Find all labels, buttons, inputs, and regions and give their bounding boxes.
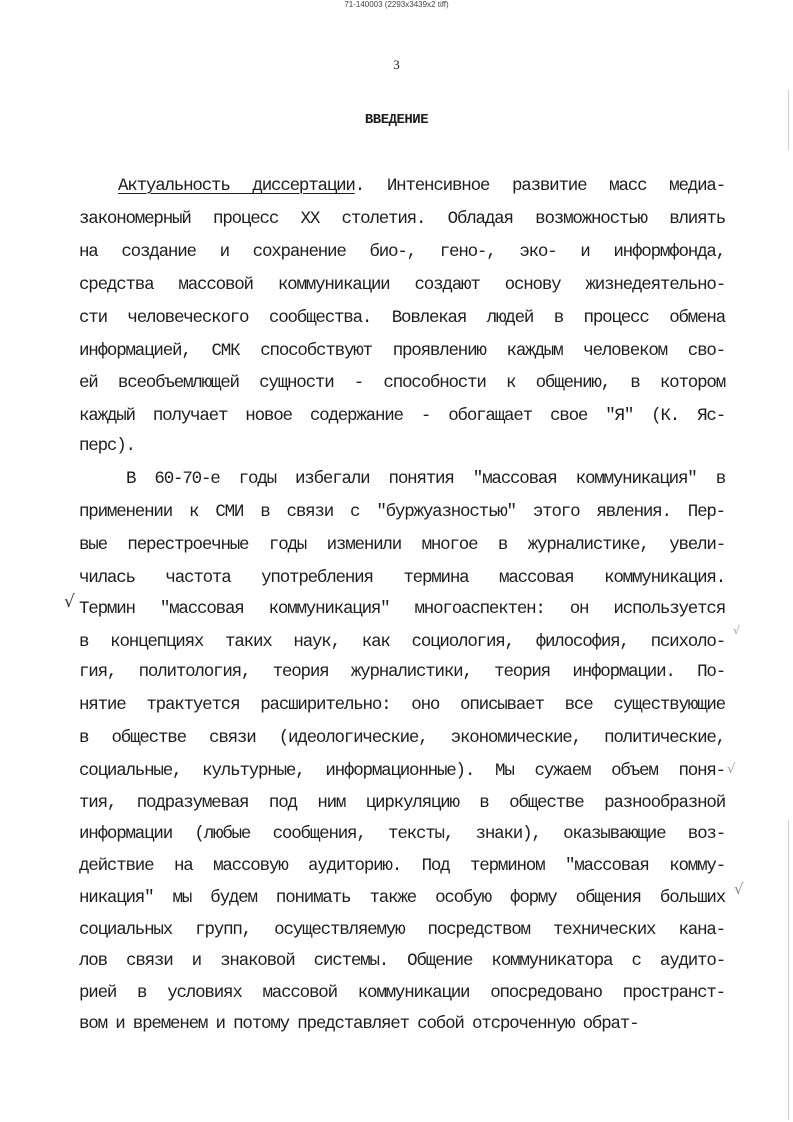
text-line: вом и временем и потому представляет собой отсроченную обрат- bbox=[79, 1014, 639, 1034]
text-line: рией в условиях массовой коммуникации опосредовано пространст- bbox=[79, 983, 725, 1003]
text-line: лов связи и знаковой системы. Общение коммуникатора с аудито- bbox=[79, 951, 725, 971]
text-line: тия, подразумевая под ним циркуляцию в обществе разнообразной bbox=[79, 793, 725, 813]
text-line: перс). bbox=[79, 436, 135, 456]
text-line: каждый получает новое содержание - обогащает свое "Я" (К. Яс- bbox=[79, 406, 725, 426]
check-mark-icon: √ bbox=[64, 592, 75, 612]
text-line: закономерный процесс XX столетия. Обладая возможностью влиять bbox=[79, 209, 725, 229]
text-line: применении к СМИ в связи с "буржуазностью" этого явления. Пер- bbox=[79, 502, 725, 522]
underlined-phrase: Актуальность диссертации bbox=[118, 176, 355, 196]
check-mark-icon: √ bbox=[734, 880, 744, 898]
text-fragment: . Интенсивное развитие масс медиа- bbox=[354, 176, 725, 196]
text-line: сти человеческого сообщества. Вовлекая людей в процесс обмена bbox=[79, 308, 725, 328]
text-line: нятие трактуется расширительно: оно описывает все существующие bbox=[79, 695, 725, 715]
text-line bbox=[118, 175, 725, 197]
text-line: социальных групп, осуществляемую посредством технических кана- bbox=[79, 920, 725, 940]
text-line: в концепциях таких наук, как социология, философия, психоло- bbox=[79, 632, 725, 652]
text-line: гия, политология, теория журналистики, теория информации. По- bbox=[79, 662, 725, 682]
text-line: чилась частота употребления термина массовая коммуникация. bbox=[79, 568, 725, 588]
scan-header: 71-140003 (2293x3439x2 tiff) bbox=[344, 0, 449, 9]
text-line: социальные, культурные, информационные). Мы сужаем объем поня- bbox=[79, 761, 725, 781]
check-mark-icon: √ bbox=[733, 624, 741, 637]
text-line: в обществе связи (идеологические, экономические, политические, bbox=[79, 728, 725, 748]
page-title: ВВЕДЕНИЕ bbox=[364, 112, 429, 128]
page-number: 3 bbox=[393, 57, 400, 72]
scan-edge-line bbox=[788, 90, 789, 150]
text-line: информации (любые сообщения, тексты, знаки), оказывающие воз- bbox=[79, 824, 725, 844]
text-line: ей всеобъемлющей сущности - способности к общению, в котором bbox=[79, 373, 725, 393]
text-line: В 60-70-е годы избегали понятия "массовая коммуникация" в bbox=[126, 469, 725, 489]
check-mark-icon: √ bbox=[727, 762, 736, 777]
text-line: информацией, СМК способствуют проявлению каждым человеком сво- bbox=[79, 341, 725, 361]
text-line: никация" мы будем понимать также особую форму общения больших bbox=[79, 888, 725, 908]
text-line: на создание и сохранение био-, гено-, эко- и информфонда, bbox=[79, 242, 725, 262]
text-line: Термин "массовая коммуникация" многоаспектен: он используется bbox=[79, 599, 725, 619]
text-line: вые перестроечные годы изменили многое в журналистике, увели- bbox=[79, 535, 725, 555]
text-line: действие на массовую аудиторию. Под термином "массовая комму- bbox=[79, 856, 725, 876]
text-line: средства массовой коммуникации создают основу жизнедеятельно- bbox=[79, 275, 725, 295]
scan-edge-line bbox=[788, 820, 789, 1120]
